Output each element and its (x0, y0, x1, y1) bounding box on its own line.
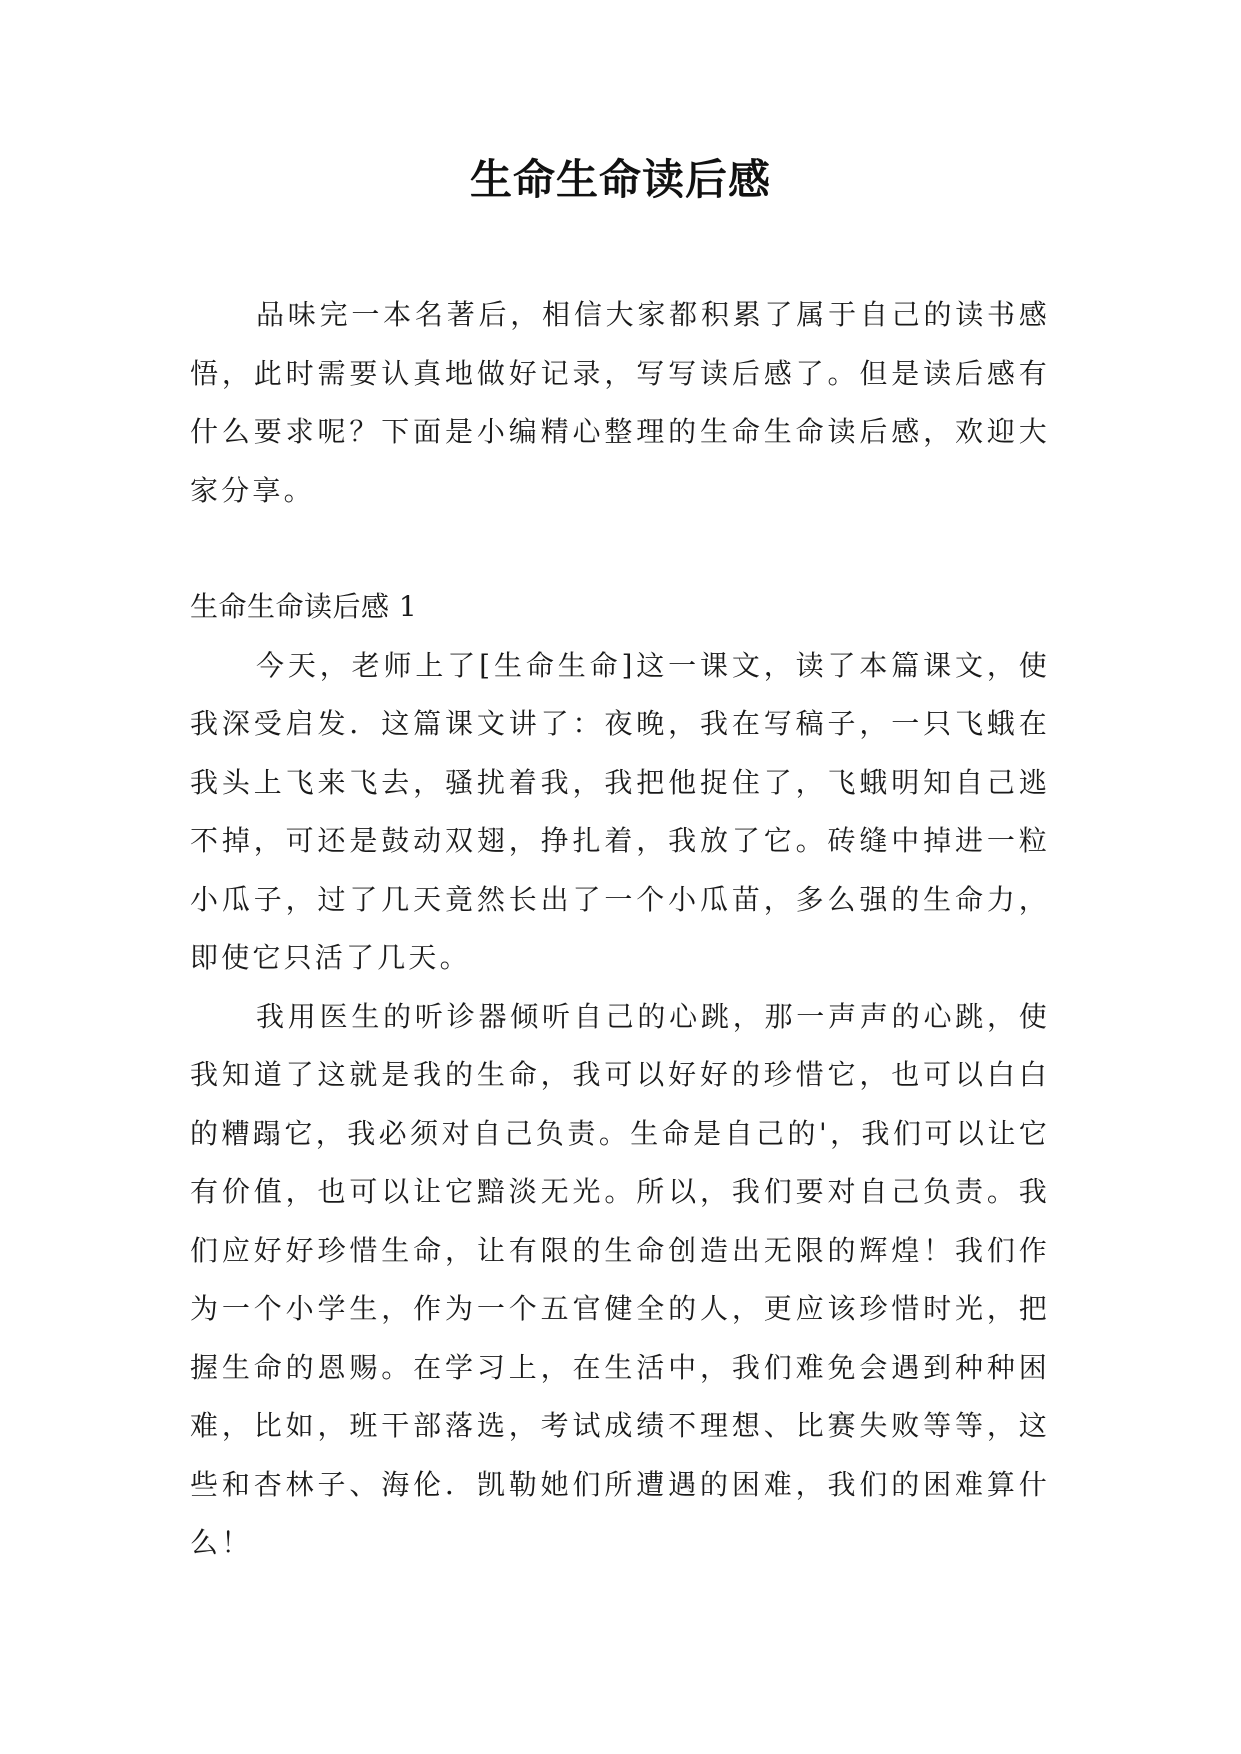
document-body (190, 286, 1050, 1573)
body-paragraph-1: 今天，老师上了[生命生命]这一课文，读了本篇课文，使我深受启发．这篇课文讲了：夜晚，我在写稿子，一只飞蛾在我头上飞来飞去，骚扰着我，我把他捉住了，飞蛾明知自己逃不掉，可还是鼓动双翅，挣扎着，我放了它。砖缝中掉进一粒小瓜子，过了几天竟然长出了一个小瓜苗，多么强的生命力，即使它只活了几天。 (190, 648, 1050, 974)
intro-paragraph: 品味完一本名著后，相信大家都积累了属于自己的读书感悟，此时需要认真地做好记录，写写读后感了。但是读后感有什么要求呢？下面是小编精心整理的生命生命读后感，欢迎大家分享。 (190, 298, 1050, 507)
section-1 (190, 578, 1050, 1573)
document-title: 生命生命读后感 (469, 155, 771, 204)
section-heading: 生命生命读后感 1 (190, 590, 418, 623)
body-paragraph-2: 我用医生的听诊器倾听自己的心跳，那一声声的心跳，使我知道了这就是我的生命，我可以好好的珍惜它，也可以白白的糟蹋它，我必须对自己负责。生命是自己的'，我们可以让它有价值，也可以让它黯淡无光。所以，我们要对自己负责。我们应好好珍惜生命，让有限的生命创造出无限的辉煌！我们作为一个小学生，作为一个五官健全的人，更应该珍惜时光，把握生命的恩赐。在学习上，在生活中，我们难免会遇到种种困难，比如，班干部落选，考试成绩不理想、比赛失败等等，这些和杏林子、海伦．凯勒她们所遭遇的困难，我们的困难算什么！ (190, 999, 1050, 1559)
